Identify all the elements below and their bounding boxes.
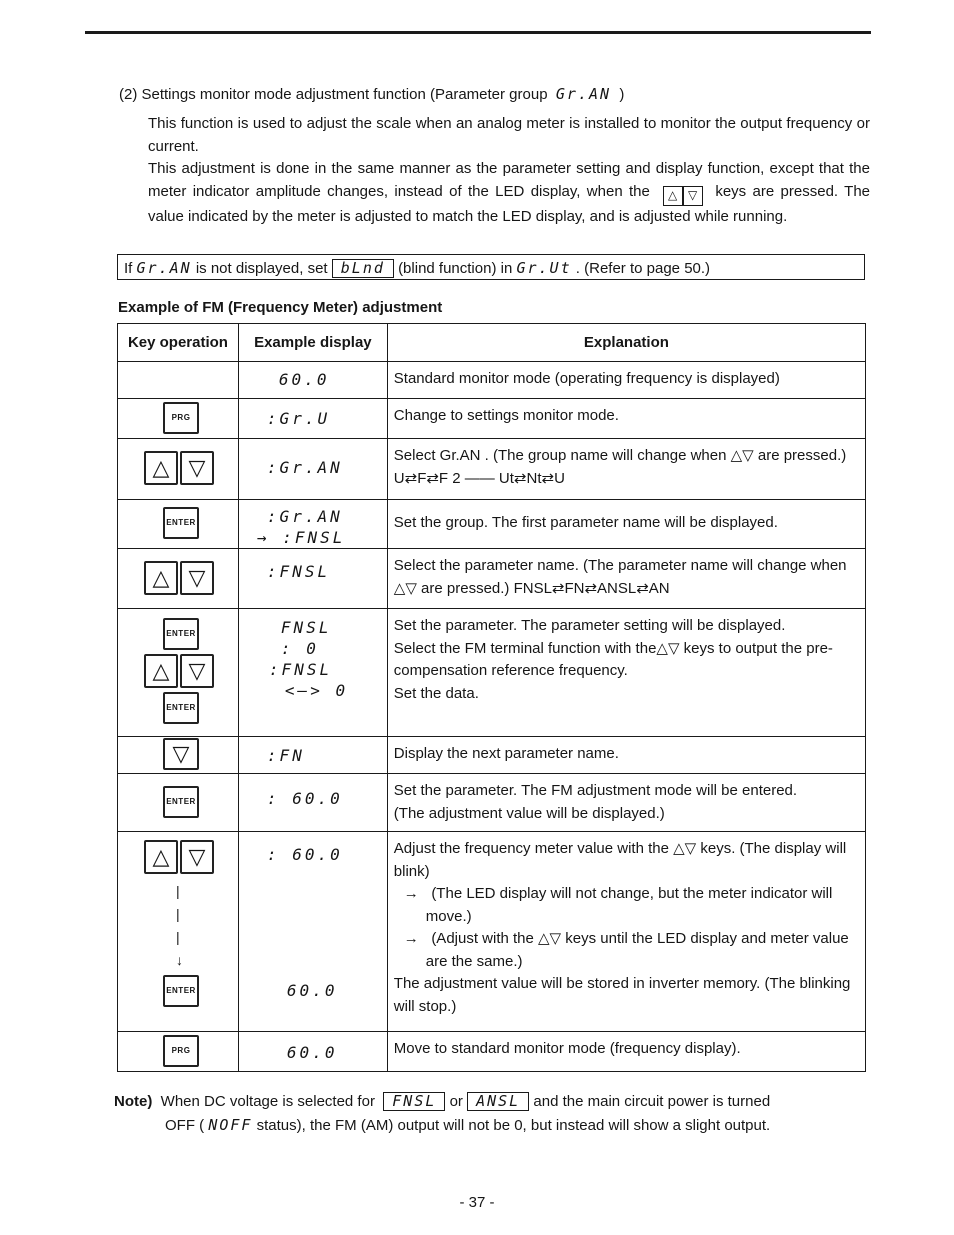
group-code: Gr.AN [555,85,612,103]
down-arrow-key-icon: ▽ [163,738,199,770]
table-row [118,500,866,549]
table-row [118,609,866,737]
note-paragraph: Note) When DC voltage is selected for FNSL or ANSL and the main circuit power is turned OFF ( NOFF status), the FM (AM) output will not be 0, but instead will show a slight output. [114,1092,771,1134]
prg-key-icon: PRG [163,1035,199,1067]
explanation-cell: Move to standard monitor mode (frequency display). [387,1032,865,1072]
blind-function-notice: If Gr.AN is not displayed, set bLnd (blind function) in Gr.Ut . (Refer to page 50.) [117,254,865,280]
table-row [118,362,866,399]
down-key-icon: ▽ [683,186,703,206]
display-cell: : 60.0 [238,774,387,832]
top-rule [85,31,871,34]
blind-code-box: bLnd [332,259,394,278]
table-row [118,737,866,774]
up-key-icon: △ [663,186,683,206]
explanation-cell: Standard monitor mode (operating frequency is displayed) [387,362,865,399]
explanation-cell: Change to settings monitor mode. [387,399,865,439]
up-arrow-key-icon: △ [144,451,178,485]
intro-paragraph-2: This adjustment is done in the same manner as the parameter setting and display function, except that the meter indicator amplitude changes, instead of the LED display, when the △ ▽ keys are pressed. The value indicated by the meter is adjusted to match the LED display, and is adjusted while running. [148,160,871,225]
page-number: - 37 - [459,1194,495,1211]
explanation-cell: Select Gr.AN . (The group name will change when △▽ are pressed.) U⇄F⇄F 2 —— Ut⇄Nt⇄U [387,439,865,500]
list-item: → (Adjust with the △▽ keys until the LED display and meter value are the same.) [403,930,849,970]
display-cell: 60.0 [238,362,387,399]
down-arrow-key-icon: ▽ [180,654,214,688]
enter-key-icon: ENTER [163,786,199,818]
list-item: → (The LED display will not change, but the meter indicator will move.) [403,885,833,925]
explanation-cell: Display the next parameter name. [387,737,865,774]
key-cell [118,609,239,737]
header-explanation: Explanation [387,324,865,362]
display-cell: :FN [238,737,387,774]
up-arrow-key-icon: △ [144,654,178,688]
down-arrow-key-icon: ▽ [180,840,214,874]
key-cell [118,399,239,439]
table-row [118,399,866,439]
example-title: Example of FM (Frequency Meter) adjustment [118,299,443,316]
progress-arrow-icon: | | | ↓ [176,883,183,968]
display-cell: : 60.0 60.0 [238,832,387,1032]
table-row [118,774,866,832]
display-cell: FNSL : 0 :FNSL <–> 0 [238,609,387,737]
table-row [118,1032,866,1072]
table-row [118,832,866,1032]
key-cell [118,500,239,549]
display-cell: :FNSL [238,549,387,609]
fm-adjustment-table [117,323,866,1072]
section-title: (2) Settings monitor mode adjustment function (Parameter group Gr.AN ) [119,85,625,103]
explanation-cell: Set the parameter. The FM adjustment mode will be entered. (The adjustment value will be displayed.) [387,774,865,832]
intro-paragraph-1: This function is used to adjust the scale when an analog meter is installed to monitor the output frequency or current. [148,115,870,155]
key-cell [118,774,239,832]
display-cell: 60.0 [238,1032,387,1072]
display-cell: :Gr.U [238,399,387,439]
key-cell [118,362,239,399]
header-example-display: Example display [238,324,387,362]
header-key-operation: Key operation [118,324,239,362]
key-cell [118,439,239,500]
enter-key-icon: ENTER [163,618,199,650]
display-cell: :Gr.AN → :FNSL [238,500,387,549]
table-row [118,549,866,609]
explanation-cell: Select the parameter name. (The parameter name will change when △▽ are pressed.) FNSL⇄FN⇄ANSL⇄AN [387,549,865,609]
key-cell [118,832,239,1032]
down-arrow-key-icon: ▽ [180,451,214,485]
prg-key-icon: PRG [163,402,199,434]
up-arrow-key-icon: △ [144,561,178,595]
enter-key-icon: ENTER [163,507,199,539]
key-cell [118,549,239,609]
display-cell: :Gr.AN [238,439,387,500]
explanation-cell: Set the group. The first parameter name will be displayed. [387,500,865,549]
intro-text [148,113,870,228]
down-arrow-key-icon: ▽ [180,561,214,595]
explanation-cell: Adjust the frequency meter value with the △▽ keys. (The display will blink) → (The LED display will not change, but the meter indicator will move.) → (Adjust with the △▽ keys until the LED display and meter value are the same.) The adjustment value will be stored in inverter memory. (The blinking will stop.) [387,832,865,1032]
enter-key-icon: ENTER [163,975,199,1007]
up-arrow-key-icon: △ [144,840,178,874]
key-cell [118,737,239,774]
enter-key-icon: ENTER [163,692,199,724]
table-row [118,439,866,500]
explanation-cell: Set the parameter. The parameter setting will be displayed. Select the FM terminal function with the△▽ keys to output the pre-compensation reference frequency. Set the data. [387,609,865,737]
key-cell [118,1032,239,1072]
note-label: Note) [114,1093,153,1110]
